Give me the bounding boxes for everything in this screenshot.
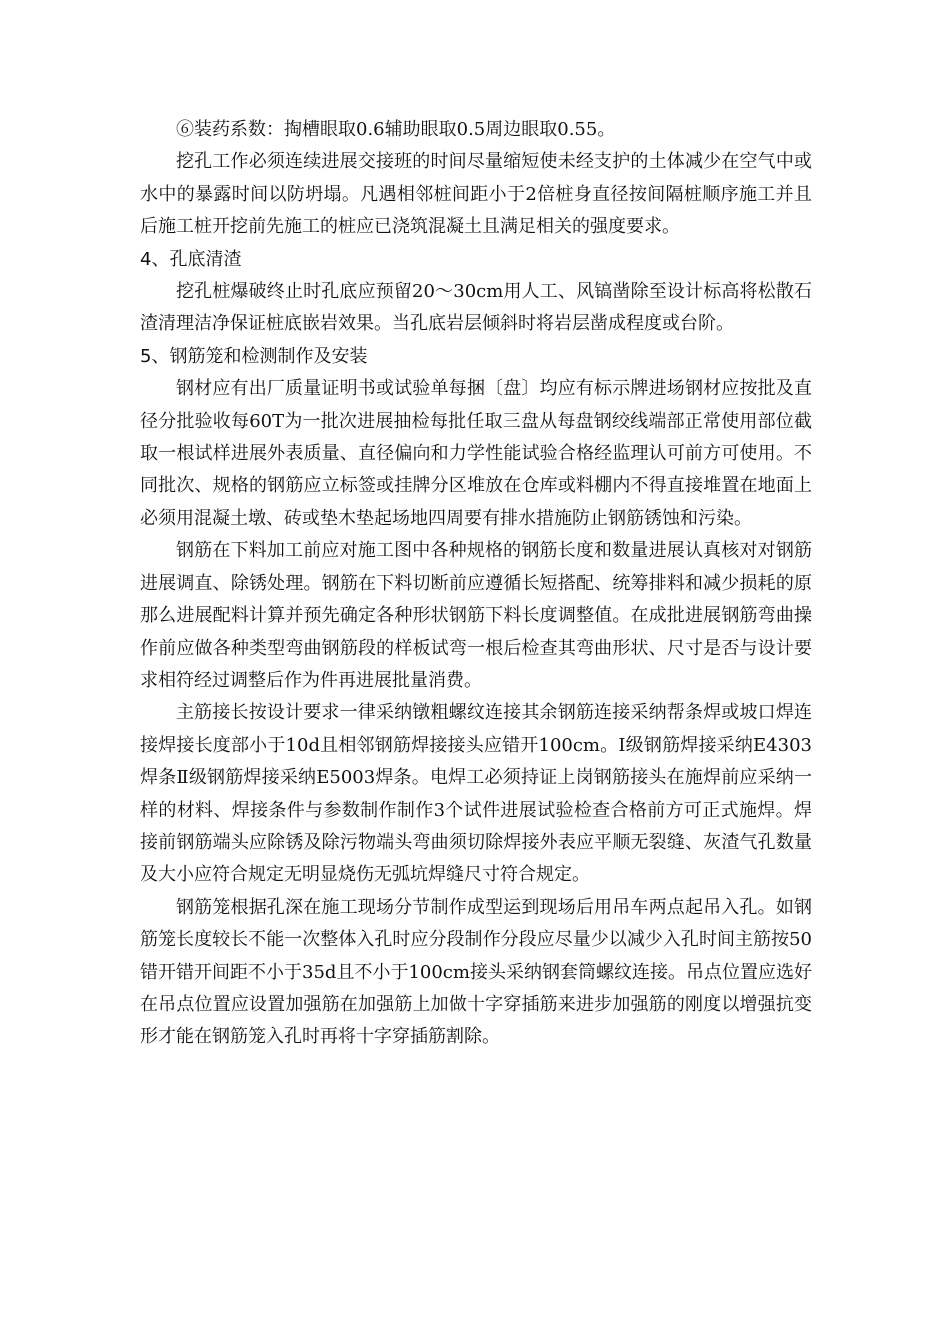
paragraph-excavation: 挖孔工作必须连续进展交接班的时间尽量缩短使未经支护的土体减少在空气中或水中的暴露时间以防坍塌。凡遇相邻桩间距小于2倍桩身直径按间隔桩顺序施工并且后施工桩开挖前先施工的桩应已浇筑混凝土且满足相关的强度要求。	[140, 151, 812, 238]
heading-hole-bottom-cleaning: 4、孔底清渣	[140, 248, 242, 270]
paragraph-steel-material: 钢材应有出厂质量证明书或试验单每捆〔盘〕均应有标示牌进场钢材应按批及直径分批验收每60T为一批次进展抽检每批任取三盘从每盘钢绞线端部正常使用部位截取一根试样进展外表质量、直径偏向和力学性能试验合格经监理认可前方可使用。不同批次、规格的钢筋应立标签或挂牌分区堆放在仓库或料棚内不得直接堆置在地面上必须用混凝土墩、砖或垫木垫起场地四周要有排水措施防止钢筋锈蚀和污染。	[140, 378, 812, 529]
paragraph-rebar-welding: 主筋接长按设计要求一律采纳镦粗螺纹连接其余钢筋连接采纳帮条焊或坡口焊连接焊接长度部小于10d且相邻钢筋焊接接头应错开100cm。Ⅰ级钢筋焊接采纳E4303焊条Ⅱ级钢筋焊接采纳E5003焊条。电焊工必须持证上岗钢筋接头在施焊前应采纳一样的材料、焊接条件与参数制作制作3个试件进展试验检查合格前方可正式施焊。焊接前钢筋端头应除锈及除污物端头弯曲须切除焊接外表应平顺无裂缝、灰渣气孔数量及大小应符合规定无明显烧伤无弧坑焊缝尺寸符合规定。	[140, 702, 812, 886]
paragraph-hole-bottom: 挖孔桩爆破终止时孔底应预留20～30cm用人工、风镐凿除至设计标高将松散石渣清理洁净保证桩底嵌岩效果。当孔底岩层倾斜时将岩层凿成程度或台阶。	[140, 281, 812, 335]
paragraph-rebar-cage-install: 钢筋笼根据孔深在施工现场分节制作成型运到现场后用吊车两点起吊入孔。如钢筋笼长度较长不能一次整体入孔时应分段制作分段应尽量少以减少入孔时间主筋按50错开错开间距不小于35d且不小于100cm接头采纳钢套筒螺纹连接。吊点位置应选好在吊点位置应设置加强筋在加强筋上加做十字穿插筋来进步加强筋的刚度以增强抗变形才能在钢筋笼入孔时再将十字穿插筋割除。	[140, 896, 812, 1048]
document-body	[140, 114, 812, 1054]
paragraph-rebar-processing: 钢筋在下料加工前应对施工图中各种规格的钢筋长度和数量进展认真核对对钢筋进展调直、除锈处理。钢筋在下料切断前应遵循长短搭配、统筹排料和减少损耗的原那么进展配料计算并预先确定各种形状钢筋下料长度调整值。在成批进展钢筋弯曲操作前应做各种类型弯曲钢筋段的样板试弯一根后检查其弯曲形状、尺寸是否与设计要求相符经过调整后作为件再进展批量消费。	[140, 540, 812, 691]
paragraph-charge-coefficient: ⑥装药系数：掏槽眼取0.6辅助眼取0.5周边眼取0.55。	[176, 119, 616, 140]
heading-rebar-cage: 5、钢筋笼和检测制作及安装	[140, 345, 368, 367]
